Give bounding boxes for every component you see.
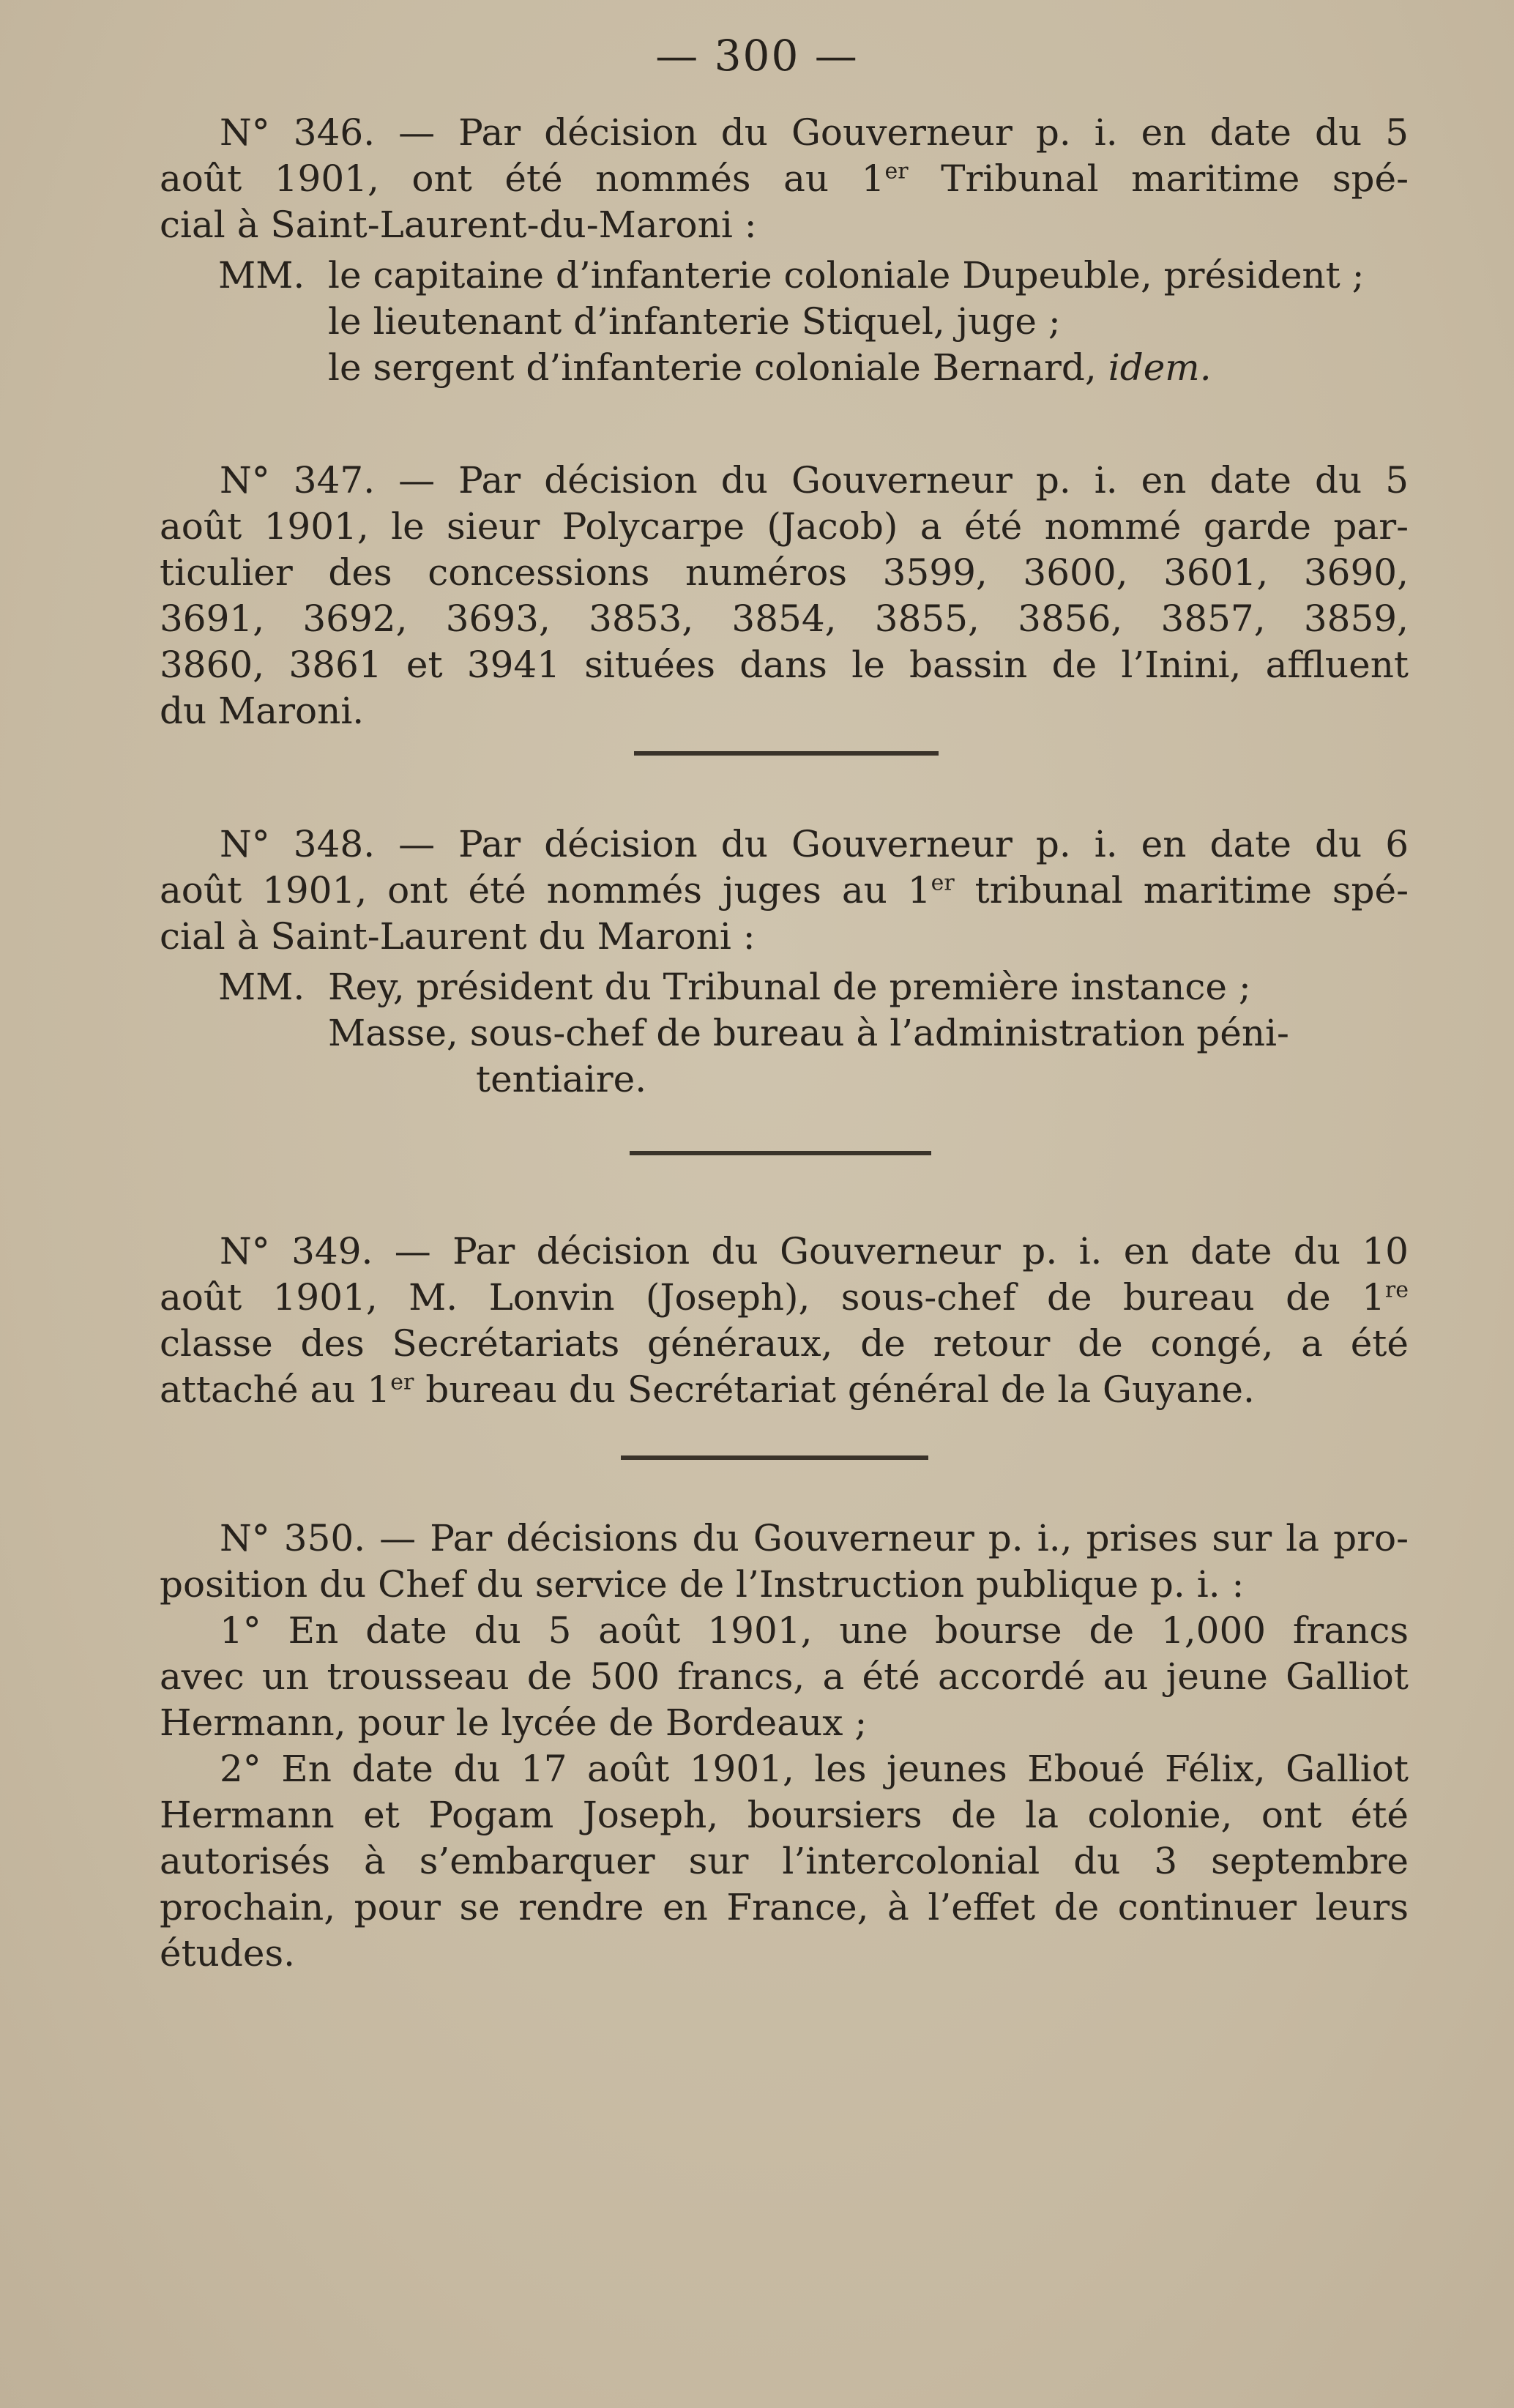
entry-line: 3860, 3861 et 3941 situées dans le bassin de l’Inini, affluent [160, 644, 1409, 686]
entry-line: N° 347. — Par décision du Gouverneur p. i. en date du 5 [220, 459, 1409, 502]
entry-line: N° 349. — Par décision du Gouverneur p. i. en date du 10 [220, 1230, 1409, 1272]
idem-text: idem. [1108, 346, 1212, 389]
entry-line: 1° En date du 5 août 1901, une bourse de 1,000 francs [220, 1609, 1409, 1652]
entry-349 [160, 1229, 1409, 1413]
entry-line: août 1901, ont été nommés juges au 1er tribunal maritime spé- [160, 869, 1409, 912]
entry-line: août 1901, ont été nommés au 1er Tribunal maritime spé- [160, 157, 1409, 200]
mm-label: MM. [218, 254, 305, 297]
page-number: — 300 — [655, 31, 859, 81]
mm-label: MM. [218, 966, 305, 1008]
entry-348 [160, 821, 1409, 1103]
entry-line: N° 346. — Par décision du Gouverneur p. i. en date du 5 [220, 111, 1409, 154]
member-line: le capitaine d’infanterie coloniale Dupeuble, président ; [328, 254, 1365, 297]
entry-line: 2° En date du 17 août 1901, les jeunes Eboué Félix, Galliot [220, 1748, 1409, 1790]
member-line: Rey, président du Tribunal de première instance ; [328, 966, 1251, 1008]
entry-line: août 1901, le sieur Polycarpe (Jacob) a été nommé garde par- [160, 505, 1409, 548]
member-line: le sergent d’infanterie coloniale Bernard, idem. [328, 346, 1212, 389]
entry-line: cial à Saint-Laurent du Maroni : [160, 915, 756, 958]
entry-350 [160, 1516, 1409, 1977]
entry-346 [160, 110, 1409, 391]
entry-line: Hermann et Pogam Joseph, boursiers de la colonie, ont été [160, 1794, 1409, 1836]
entry-line: position du Chef du service de l’Instruction publique p. i. : [160, 1563, 1245, 1606]
entry-line: du Maroni. [160, 690, 365, 732]
entry-line: prochain, pour se rendre en France, à l’effet de continuer leurs [160, 1886, 1409, 1928]
member-line: tentiaire. [476, 1058, 647, 1100]
entry-line: N° 348. — Par décision du Gouverneur p. i. en date du 6 [220, 823, 1409, 865]
member-line: le lieutenant d’infanterie Stiquel, juge ; [328, 300, 1061, 343]
entry-line: 3691, 3692, 3693, 3853, 3854, 3855, 3856, 3857, 3859, [160, 597, 1409, 640]
entry-line: autorisés à s’embarquer sur l’intercolonial du 3 septembre [160, 1840, 1409, 1882]
members-list [160, 964, 1409, 1103]
entry-line: cial à Saint-Laurent-du-Maroni : [160, 204, 757, 246]
separator-rule [630, 1151, 931, 1155]
entry-line: N° 350. — Par décisions du Gouverneur p. i., prises sur la pro- [220, 1517, 1409, 1559]
entry-line: classe des Secrétariats généraux, de retour de congé, a été [160, 1322, 1409, 1365]
entry-line: ticulier des concessions numéros 3599, 3600, 3601, 3690, [160, 551, 1409, 594]
entry-line: études. [160, 1932, 296, 1975]
entry-line: Hermann, pour le lycée de Bordeaux ; [160, 1701, 868, 1744]
separator-rule [634, 751, 939, 756]
entry-line: attaché au 1er bureau du Secrétariat général de la Guyane. [160, 1368, 1255, 1411]
entry-line: août 1901, M. Lonvin (Joseph), sous-chef de bureau de 1re [160, 1276, 1409, 1319]
separator-rule [621, 1455, 928, 1460]
member-line: Masse, sous-chef de bureau à l’administration péni- [328, 1012, 1289, 1054]
entry-line: avec un trousseau de 500 francs, a été accordé au jeune Galliot [160, 1655, 1409, 1698]
entry-347 [160, 458, 1409, 734]
members-list [160, 253, 1409, 391]
